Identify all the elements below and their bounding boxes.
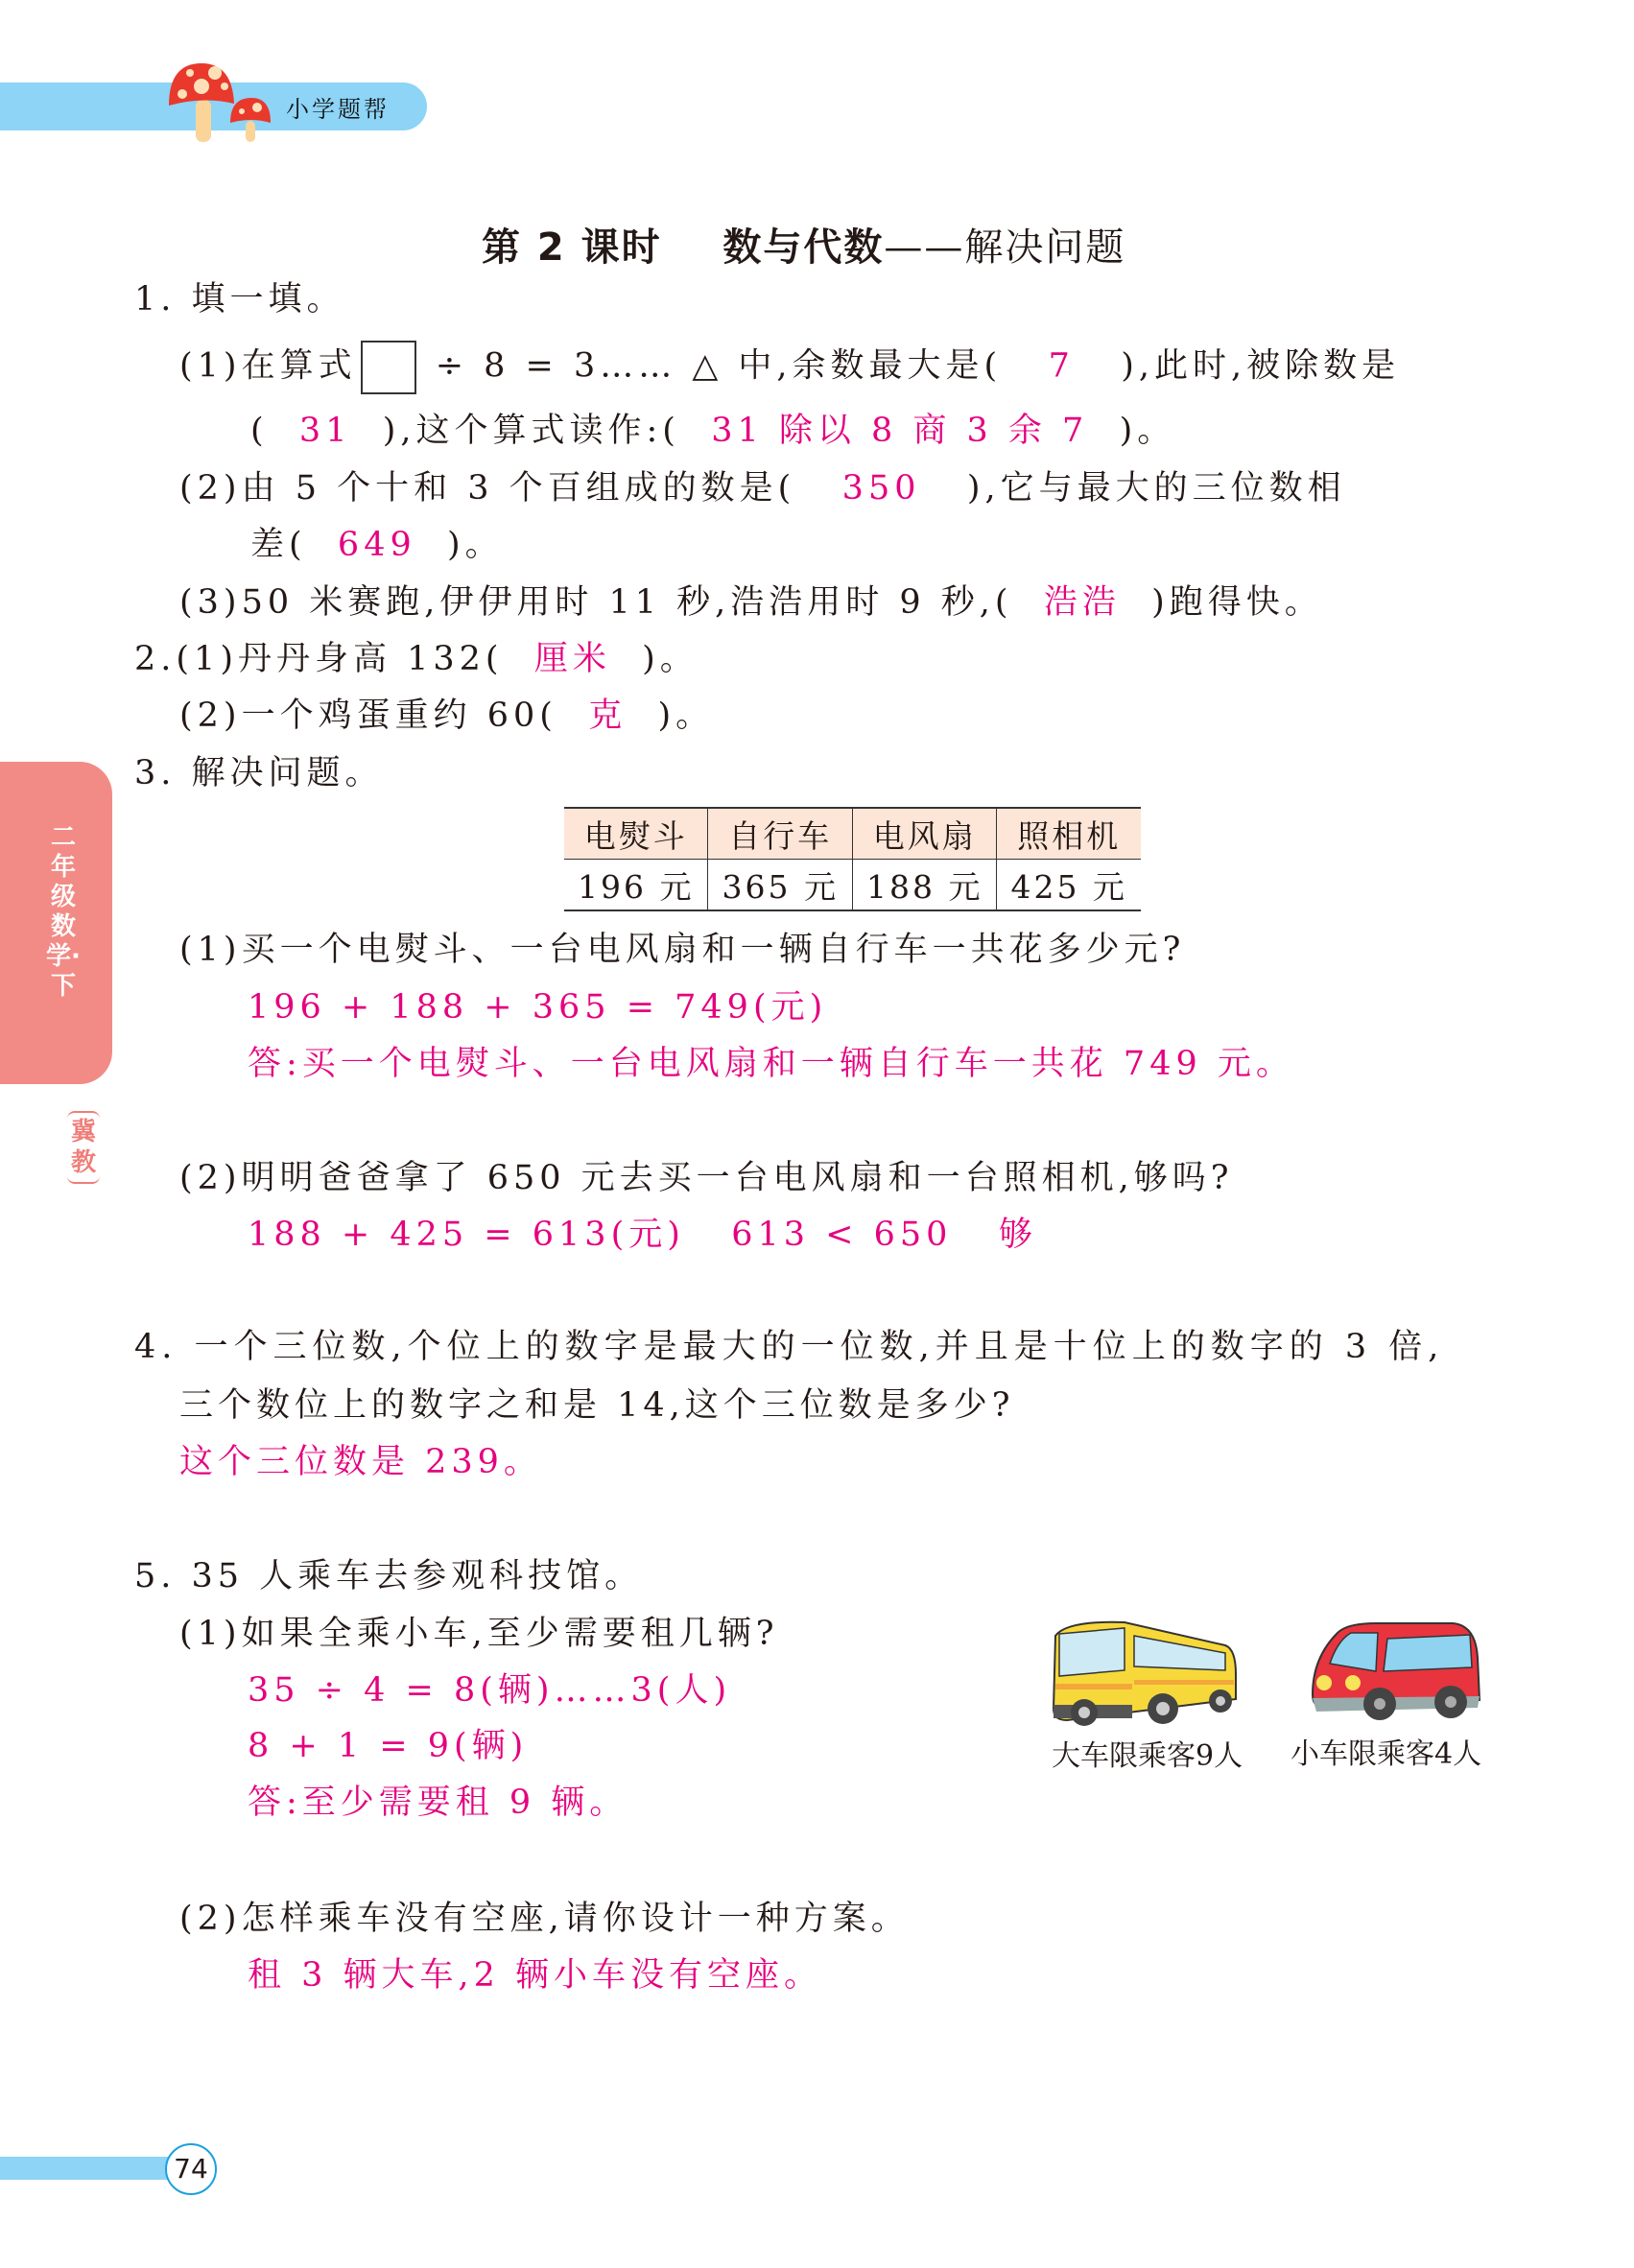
text: (2)一个鸡蛋重约 60(	[179, 697, 557, 735]
answer: 浩浩	[1043, 583, 1121, 622]
table-row	[564, 860, 1141, 911]
brand-name: 小学题帮	[286, 96, 390, 123]
page-number: 74	[165, 2143, 217, 2195]
q1-p2-line1	[179, 467, 1346, 509]
text: )。	[657, 697, 715, 735]
blank-box	[361, 341, 416, 394]
answer: 厘米	[533, 640, 611, 678]
table-cell: 196 元	[564, 860, 708, 911]
answer: 31	[298, 412, 352, 450]
q3-p2-question: (2)明明爸爸拿了 650 元去买一台电风扇和一台照相机,够吗?	[179, 1159, 1234, 1197]
footer-bar	[0, 2157, 173, 2180]
price-table	[564, 807, 1141, 911]
q4-answer: 这个三位数是 239。	[179, 1443, 542, 1481]
q1-p1-line1	[179, 341, 1400, 394]
table-header: 自行车	[708, 808, 852, 860]
text: )。	[1119, 412, 1176, 450]
q5-p2-question: (2)怎样乘车没有空座,请你设计一种方案。	[179, 1900, 910, 1938]
text: )。	[447, 526, 504, 564]
q2-p1	[134, 638, 699, 680]
q3-p2-calc: 188 + 425 = 613(元) 613 < 650 够	[248, 1216, 1037, 1254]
page-title	[482, 217, 1125, 272]
text: (3)50 米赛跑,伊伊用时 11 秒,浩浩用时 9 秒,(	[179, 583, 1013, 622]
answer: 649	[337, 526, 416, 564]
text: (	[250, 412, 269, 450]
table-cell: 425 元	[997, 860, 1141, 911]
q1-p3	[179, 581, 1323, 624]
text: 差(	[250, 526, 307, 564]
text: )跑得快。	[1151, 583, 1323, 622]
table-header: 照相机	[997, 808, 1141, 860]
text: ÷ 8 = 3…… △ 中,余数最大是(	[419, 346, 1003, 386]
table-header-row	[564, 808, 1141, 860]
text: (1)在算式	[179, 346, 357, 386]
q5-heading: 5. 35 人乘车去参观科技馆。	[134, 1557, 644, 1595]
bus-icon	[1048, 1617, 1240, 1730]
text: ),此时,被除数是	[1121, 346, 1401, 386]
mushroom-logo-icon	[165, 58, 280, 144]
grade-label: 二年级数学·下	[46, 823, 81, 1001]
table-header: 电风扇	[852, 808, 996, 860]
text: )。	[642, 640, 699, 678]
q5-p1-calc1: 35 ÷ 4 = 8(辆)……3(人)	[248, 1671, 732, 1710]
q5-p1-answer: 答:至少需要租 9 辆。	[248, 1784, 628, 1822]
q1-p2-line2	[250, 524, 504, 566]
table-cell: 365 元	[708, 860, 852, 911]
text: (2)由 5 个十和 3 个百组成的数是(	[179, 469, 796, 508]
q5-p1-question: (1)如果全乘小车,至少需要租几辆?	[179, 1615, 779, 1653]
edition-label: 冀教	[67, 1111, 100, 1184]
q4-line2: 三个数位上的数字之和是 14,这个三位数是多少?	[179, 1386, 1015, 1425]
text: ),这个算式读作:(	[382, 412, 680, 450]
answer: 7	[1048, 346, 1075, 386]
text: 2.(1)丹丹身高 132(	[134, 640, 504, 678]
q4-line1: 4. 一个三位数,个位上的数字是最大的一位数,并且是十位上的数字的 3 倍,	[134, 1328, 1445, 1366]
q2-p2	[179, 695, 714, 737]
answer: 31 除以 8 商 3 余 7	[711, 412, 1089, 450]
table-cell: 188 元	[852, 860, 996, 911]
q3-p1-question: (1)买一个电熨斗、一台电风扇和一辆自行车一共花多少元?	[179, 931, 1186, 969]
q1-heading: 1. 填一填。	[134, 280, 345, 319]
table-header: 电熨斗	[564, 808, 708, 860]
q5-p2-answer: 租 3 辆大车,2 辆小车没有空座。	[248, 1956, 823, 1995]
topic: 数与代数	[722, 225, 885, 270]
car-capacity-label: 小车限乘客4人	[1291, 1737, 1482, 1771]
minivan-icon	[1309, 1619, 1485, 1723]
q3-p1-calc: 196 + 188 + 365 = 749(元)	[248, 988, 828, 1027]
q5-p1-calc2: 8 + 1 = 9(辆)	[248, 1727, 529, 1765]
subtopic: ——解决问题	[884, 225, 1126, 270]
q1-p1-line2	[250, 410, 1175, 452]
answer: 克	[588, 697, 628, 735]
text: ),它与最大的三位数相	[966, 469, 1346, 508]
q3-heading: 3. 解决问题。	[134, 754, 384, 792]
lesson-number: 第 2 课时	[482, 225, 662, 270]
bus-capacity-label: 大车限乘客9人	[1052, 1739, 1243, 1773]
q3-p1-answer: 答:买一个电熨斗、一台电风扇和一辆自行车一共花 749 元。	[248, 1045, 1294, 1083]
answer: 350	[841, 469, 921, 508]
